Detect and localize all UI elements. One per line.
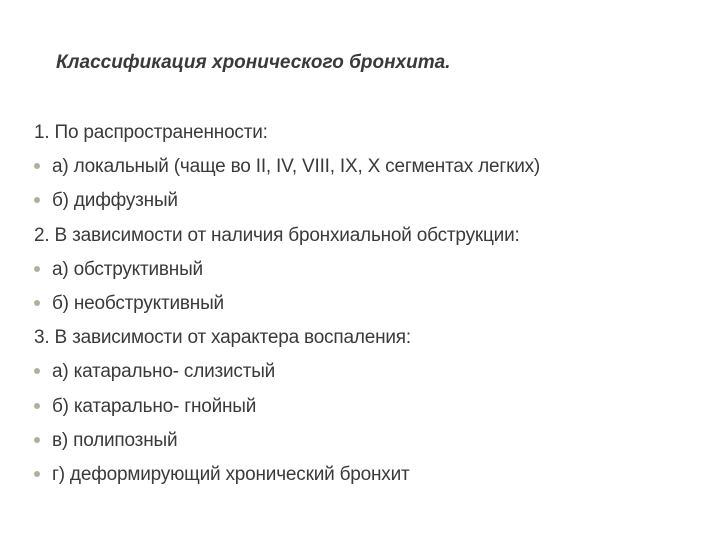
bullet-icon xyxy=(34,266,40,272)
slide-title: Классификация хронического бронхита. xyxy=(56,52,451,73)
line-text: а) катарально- слизистый xyxy=(52,361,276,383)
line-text: 2. В зависимости от наличия бронхиальной обструкции: xyxy=(34,224,520,246)
bullet-icon xyxy=(34,437,40,443)
line-text: 1. По распространенности: xyxy=(34,122,268,144)
list-item xyxy=(34,458,704,492)
list-item xyxy=(34,390,704,424)
list-item xyxy=(34,184,704,218)
line-text: 3. В зависимости от характера воспаления: xyxy=(34,327,411,349)
bullet-icon xyxy=(34,163,40,169)
list-item xyxy=(34,355,704,389)
line-text: б) катарально- гнойный xyxy=(52,395,257,417)
bullet-icon xyxy=(34,300,40,306)
line-text: а) локальный (чаще во II, IV, VIII, IX, X сегментах легких) xyxy=(52,156,541,178)
section-heading-obstruction xyxy=(34,219,704,253)
section-heading-inflammation xyxy=(34,321,704,355)
line-text: г) деформирующий хронический бронхит xyxy=(52,463,410,485)
line-text: б) диффузный xyxy=(52,190,178,212)
line-text: б) необструктивный xyxy=(52,293,224,315)
line-text: в) полипозный xyxy=(52,429,178,451)
bullet-icon xyxy=(34,368,40,374)
line-text: а) обструктивный xyxy=(52,258,203,280)
list-item xyxy=(34,150,704,184)
section-heading-distribution xyxy=(34,116,704,150)
bullet-icon xyxy=(34,403,40,409)
list-item xyxy=(34,424,704,458)
list-item xyxy=(34,287,704,321)
bullet-icon xyxy=(34,197,40,203)
bullet-icon xyxy=(34,471,40,477)
slide-content xyxy=(34,116,704,492)
list-item xyxy=(34,253,704,287)
